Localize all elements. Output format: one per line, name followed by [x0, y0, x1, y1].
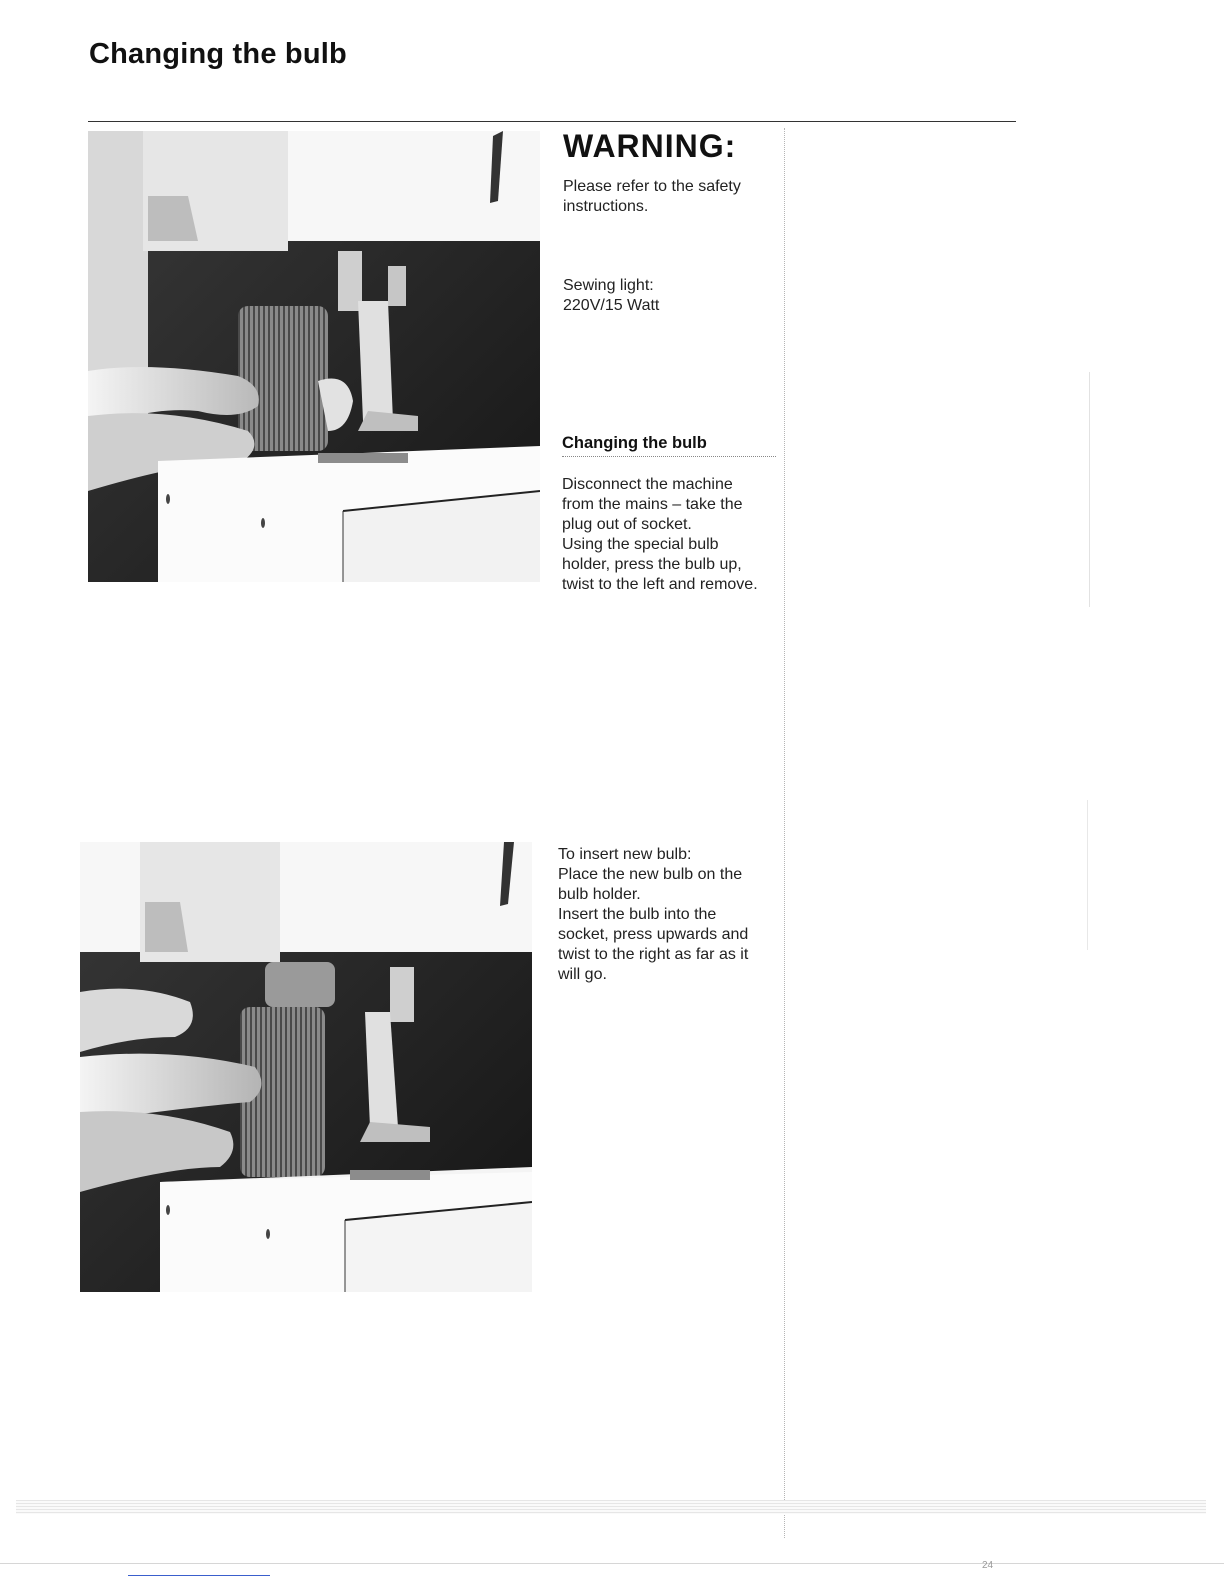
text-line: bulb holder.: [558, 886, 641, 903]
text-line: instructions.: [563, 198, 649, 215]
footer-rule: [0, 1563, 1224, 1564]
text-line: holder, press the bulb up,: [562, 556, 742, 573]
sewing-light-spec: [563, 276, 773, 316]
remove-bulb-instructions: [562, 475, 782, 595]
text-line: Insert the bulb into the: [558, 906, 717, 923]
text-line: Place the new bulb on the: [558, 866, 743, 883]
text-line: Using the special bulb: [562, 536, 719, 553]
scan-artifact-band: [16, 1500, 1206, 1514]
text-line: socket, press upwards and: [558, 926, 749, 943]
insert-bulb-instructions: [558, 845, 780, 985]
page-title: Changing the bulb: [89, 38, 347, 70]
page-number: 24: [982, 1560, 994, 1571]
text-line: To insert new bulb:: [558, 846, 692, 863]
text-line: from the mains – take the: [562, 496, 743, 513]
margin-rule-lower: [1087, 800, 1088, 950]
text-line: Disconnect the machine: [562, 476, 733, 493]
text-line: 220V/15 Watt: [563, 297, 660, 314]
text-line: plug out of socket.: [562, 516, 692, 533]
text-line: twist to the right as far as it: [558, 946, 749, 963]
warning-title: WARNING:: [563, 128, 737, 164]
warning-text: [563, 177, 773, 217]
footer-link-underline: [128, 1575, 270, 1576]
text-line: twist to the left and remove.: [562, 576, 758, 593]
text-line: Please refer to the safety: [563, 178, 741, 195]
bulb-insertion-photo: [80, 842, 532, 1292]
column-divider: [784, 128, 785, 1538]
section-heading: Changing the bulb: [562, 434, 776, 457]
margin-rule-upper: [1089, 372, 1090, 607]
text-line: Sewing light:: [563, 277, 654, 294]
text-line: will go.: [558, 966, 607, 983]
title-divider: [88, 121, 1016, 122]
bulb-removal-photo: [88, 131, 540, 582]
